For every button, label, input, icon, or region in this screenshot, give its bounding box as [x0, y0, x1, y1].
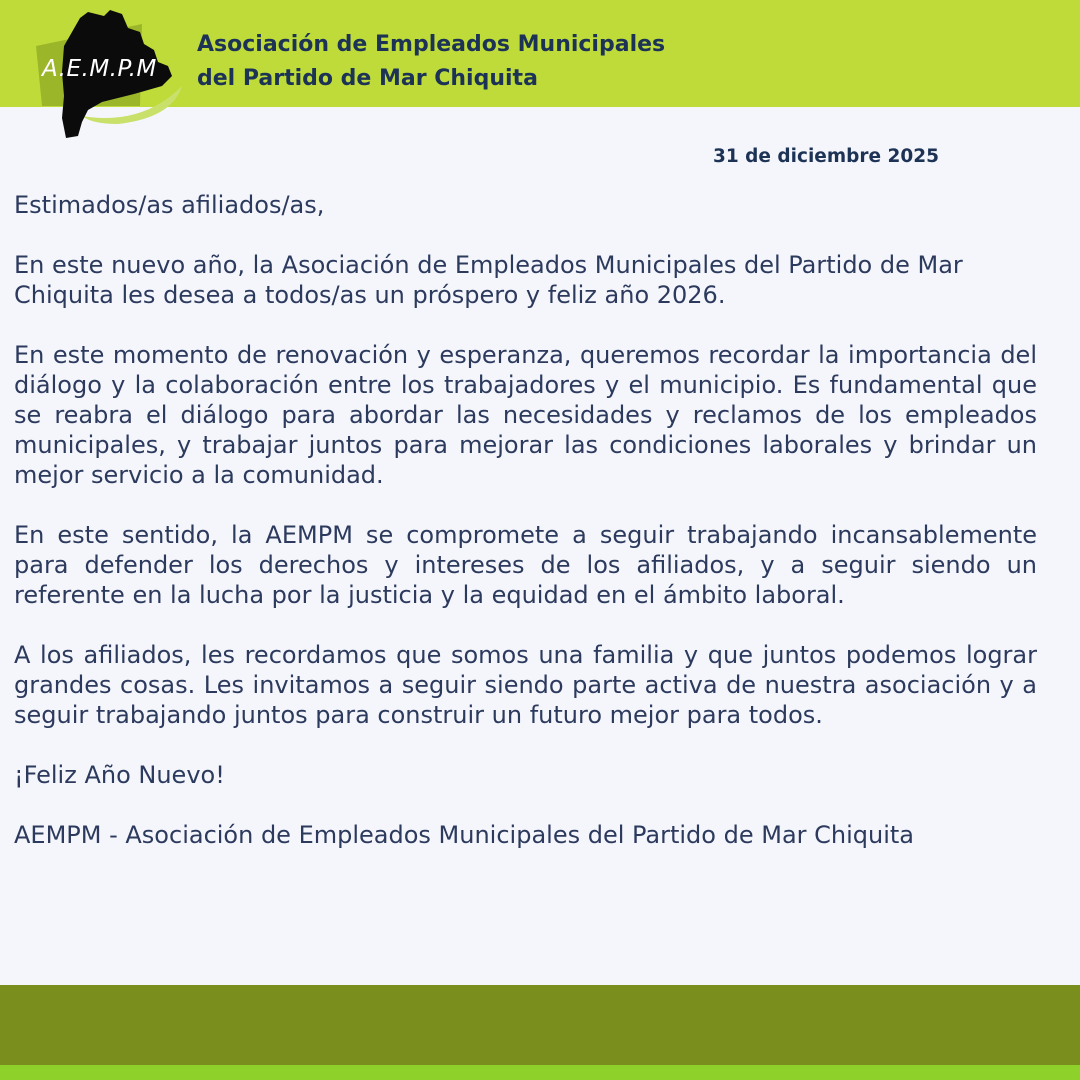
closing: ¡Feliz Año Nuevo!: [14, 761, 225, 789]
paragraph-3: En este sentido, la AEMPM se compromete a seguir trabajando incansablemente para defender los derechos y intereses de los afiliados, y a seguir siendo un referente en la lucha por la justicia y la equidad en el ámbito laboral.: [14, 521, 1037, 609]
organization-name: [197, 28, 665, 96]
paragraph-1: En este nuevo año, la Asociación de Empleados Municipales del Partido de Mar Chiquita les desea a todos/as un próspero y feliz año 2026.: [14, 251, 963, 309]
footer-bar: [0, 985, 1080, 1065]
org-name-line1: Asociación de Empleados Municipales: [197, 32, 666, 57]
footer-strip: [0, 1065, 1080, 1080]
letter-body: [14, 190, 1037, 880]
greeting: Estimados/as afiliados/as,: [14, 191, 325, 219]
aempm-logo: [22, 6, 192, 151]
org-name-line2: del Partido de Mar Chiquita: [197, 66, 538, 91]
logo-text: A.E.M.P.M: [42, 56, 157, 82]
paragraph-2: En este momento de renovación y esperanza, queremos recordar la importancia del diálogo y la colaboración entre los trabajadores y el municipio. Es fundamental que se reabra el diálogo para abordar las necesidades y reclamos de los empleados municipales, y trabajar juntos para mejorar las condiciones laborales y brindar un mejor servicio a la comunidad.: [14, 341, 1037, 489]
signature: AEMPM - Asociación de Empleados Municipales del Partido de Mar Chiquita: [14, 821, 915, 849]
paragraph-4: A los afiliados, les recordamos que somos una familia y que juntos podemos lograr grandes cosas. Les invitamos a seguir siendo parte activa de nuestra asociación y a seguir trabajando juntos para construir un futuro mejor para todos.: [14, 641, 1037, 729]
letter-date: 31 de diciembre 2025: [713, 146, 939, 167]
